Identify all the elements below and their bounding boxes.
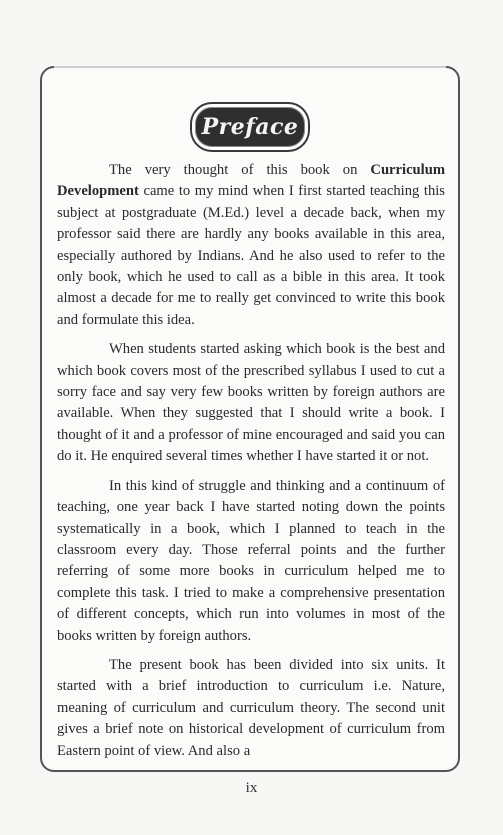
paragraph-1-start: The very thought of this book on <box>109 162 371 178</box>
page-number: ix <box>245 780 258 796</box>
page-frame <box>40 66 460 772</box>
paragraph-1-end: came to my mind when I first started teaching this subject at postgraduate (M.Ed.) level a decade back, when my professor said there are hardly any books available in this area, especially authored by Indians. And he also used to refer to the only book, which he used to call as a bible in this area. It took almost a decade for me to really get convinced to write this book and formulate this idea. <box>57 183 445 328</box>
preface-body <box>57 160 445 770</box>
page-heading: Preface <box>201 114 299 140</box>
book-title-emphasis: Curriculum Development <box>57 162 445 200</box>
paragraph-4: The present book has been divided into six units. It started with a brief introduction to curriculum i.e. Nature, meaning of curriculum and curriculum theory. The second unit gives a brief note on historical development of curriculum from Eastern point of view. And also a <box>57 656 445 759</box>
paragraph-3: In this kind of struggle and thinking and a continuum of teaching, one year back I have started noting down the points systematically in a book, which I planned to teach in the classroom every day. Those referral points and the further referring of some more books in curriculum helped me to complete this task. I tried to make a comprehensive presentation of different concepts, which run into volumes in most of the books written by foreign authors. <box>57 477 445 644</box>
paragraph-1 <box>57 160 445 331</box>
paragraph-2: When students started asking which book is the best and which book covers most of the prescribed syllabus I used to cut a sorry face and say very few books written by foreign authors are available. When they suggested that I should write a book. I thought of it and a professor of mine encouraged and said you can do it. He enquired several times whether I have started it or not. <box>57 341 445 465</box>
heading-badge <box>42 104 458 150</box>
heading-pill <box>192 104 308 150</box>
